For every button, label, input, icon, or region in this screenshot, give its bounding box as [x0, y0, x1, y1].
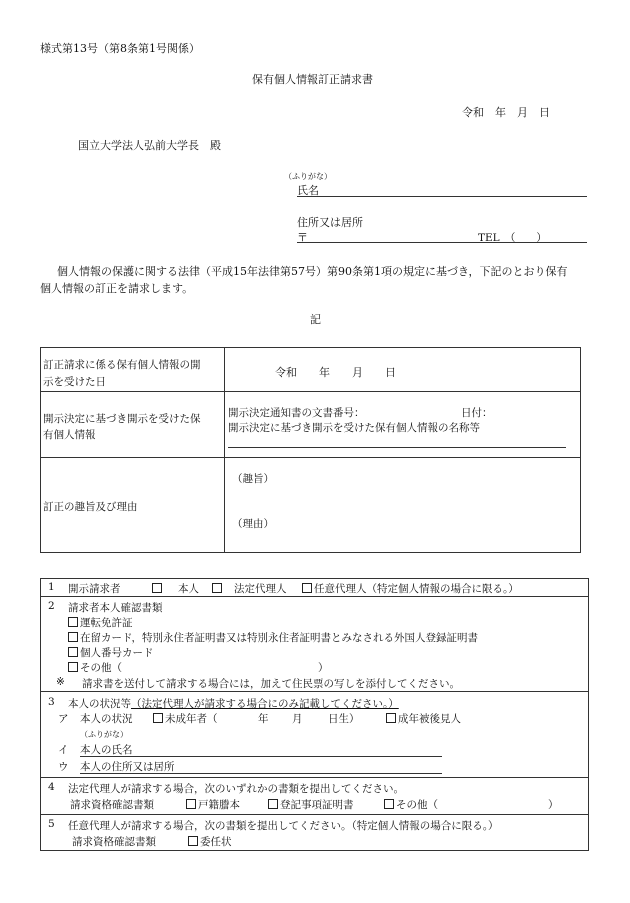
document-date-label: 日付：	[461, 407, 493, 419]
section5-number: 5	[48, 818, 55, 830]
page-title: 保有個人情報訂正請求書	[252, 73, 373, 86]
table1-row-divider	[40, 391, 581, 392]
section4-docs-label: 請求資格確認書類	[70, 799, 154, 811]
doc-other-close: ）	[548, 799, 559, 811]
section1-number: 1	[48, 581, 55, 593]
checkbox-icon	[68, 662, 78, 672]
doc-registry-cert-checkbox[interactable]: 登記事項証明書	[268, 797, 354, 812]
table2-divider	[40, 777, 589, 778]
info-name-line[interactable]	[228, 447, 566, 448]
id-mynumber-card-checkbox[interactable]: 個人番号カード	[68, 645, 154, 660]
disclosure-date-value[interactable]: 令和 年 月 日	[275, 366, 396, 379]
checkbox-icon	[68, 632, 78, 642]
checkbox-icon	[153, 713, 163, 723]
doc-family-register-checkbox[interactable]: 戸籍謄本	[186, 797, 240, 812]
requester-legal-rep-checkbox[interactable]: 法定代理人	[212, 581, 287, 596]
minor-year-label: 年	[258, 713, 269, 725]
intro-line-1: 個人情報の保護に関する法律（平成15年法律第57号）第90条第1項の規定に基づき，下記のとおり保有	[57, 265, 568, 278]
section2-note: 請求書を送付して請求する場合には，加えて住民票の写しを添付してください。	[82, 678, 460, 690]
id-drivers-license-checkbox[interactable]: 運転免許証	[68, 615, 133, 630]
doc-power-of-attorney-checkbox[interactable]: 委任状	[188, 834, 232, 849]
section3-furigana: （ふりがな）	[80, 730, 128, 739]
table2-divider	[40, 596, 589, 597]
checkbox-icon	[386, 713, 396, 723]
checkbox-icon	[212, 583, 222, 593]
tel-label: TEL （ ）	[478, 232, 547, 244]
section3-a-mark: ア	[58, 713, 69, 725]
principal-name-label: 本人の氏名	[80, 744, 133, 756]
principal-name-line[interactable]	[80, 756, 442, 757]
section3-a-label: 本人の状況	[80, 713, 133, 725]
checkbox-icon	[268, 799, 278, 809]
section3-number: 3	[48, 696, 55, 708]
address-field-line[interactable]	[297, 242, 587, 243]
request-date: 令和 年 月 日	[462, 106, 550, 119]
note-mark: ※	[56, 676, 65, 688]
minor-month-label: 月	[292, 713, 303, 725]
id-other-checkbox[interactable]: その他（	[68, 660, 122, 675]
minor-born-label: 日生）	[328, 713, 360, 725]
table2-divider	[40, 691, 589, 692]
requester-self-checkbox[interactable]: 本人	[152, 581, 199, 596]
info-name-label: 開示決定に基づき開示を受けた保有個人情報の名称等	[228, 422, 480, 434]
section5-text: 任意代理人が請求する場合，次の書類を提出してください。（特定個人情報の場合に限る。）	[68, 820, 499, 832]
section5-docs-label: 請求資格確認書類	[72, 836, 156, 848]
table2-divider	[40, 814, 589, 815]
section4-number: 4	[48, 781, 55, 793]
form-number: 様式第13号（第8条第1号関係）	[40, 42, 200, 55]
checkbox-icon	[384, 799, 394, 809]
requester-voluntary-rep-checkbox[interactable]: 任意代理人（特定個人情報の場合に限る。）	[302, 581, 519, 596]
name-field-line[interactable]	[297, 196, 587, 197]
id-residence-card-checkbox[interactable]: 在留カード，特別永住者証明書又は特別永住者証明書とみなされる外国人登録証明書	[68, 630, 478, 645]
section2-title: 請求者本人確認書類	[68, 602, 163, 614]
status-adult-ward-checkbox[interactable]: 成年被後見人	[386, 711, 461, 726]
section2-number: 2	[48, 600, 55, 612]
furigana-label: （ふりがな）	[284, 172, 332, 181]
status-minor-checkbox[interactable]: 未成年者（	[153, 711, 218, 726]
checkbox-icon	[186, 799, 196, 809]
purpose-label: （趣旨）	[232, 473, 274, 485]
principal-address-line[interactable]	[80, 773, 442, 774]
row2-label-line1: 開示決定に基づき開示を受けた保	[43, 413, 201, 425]
name-label: 氏名	[297, 184, 319, 197]
intro-line-2: 個人情報の訂正を請求します。	[40, 282, 194, 295]
address-label: 住所又は居所	[297, 216, 363, 229]
addressee: 国立大学法人弘前大学長 殿	[78, 139, 221, 152]
checkbox-icon	[152, 583, 162, 593]
checkbox-icon	[68, 647, 78, 657]
table1-row-divider	[40, 457, 581, 458]
section1-text: 開示請求者	[68, 583, 121, 595]
row2-label-line2: 有個人情報	[43, 429, 96, 441]
section3-title: 本人の状況等（法定代理人が請求する場合にのみ記載してください。）	[68, 698, 399, 710]
row1-label-line2: 示を受けた日	[43, 376, 106, 388]
row1-label-line1: 訂正請求に係る保有個人情報の開	[43, 359, 201, 371]
table1-divider	[224, 347, 225, 553]
section3-i-mark: イ	[58, 744, 69, 756]
document-number-label: 開示決定通知書の文書番号：	[228, 407, 365, 419]
doc-other-checkbox[interactable]: その他（	[384, 797, 438, 812]
checkbox-icon	[68, 617, 78, 627]
checkbox-icon	[302, 583, 312, 593]
checkbox-icon	[188, 836, 198, 846]
id-other-close: ）	[318, 662, 329, 674]
row3-label: 訂正の趣旨及び理由	[43, 501, 138, 513]
ki-label: 記	[310, 313, 321, 326]
postal-mark: 〒	[297, 231, 308, 244]
reason-label: （理由）	[232, 518, 274, 530]
section3-u-mark: ウ	[58, 761, 69, 773]
principal-address-label: 本人の住所又は居所	[80, 761, 175, 773]
section4-text: 法定代理人が請求する場合，次のいずれかの書類を提出してください。	[68, 783, 404, 795]
